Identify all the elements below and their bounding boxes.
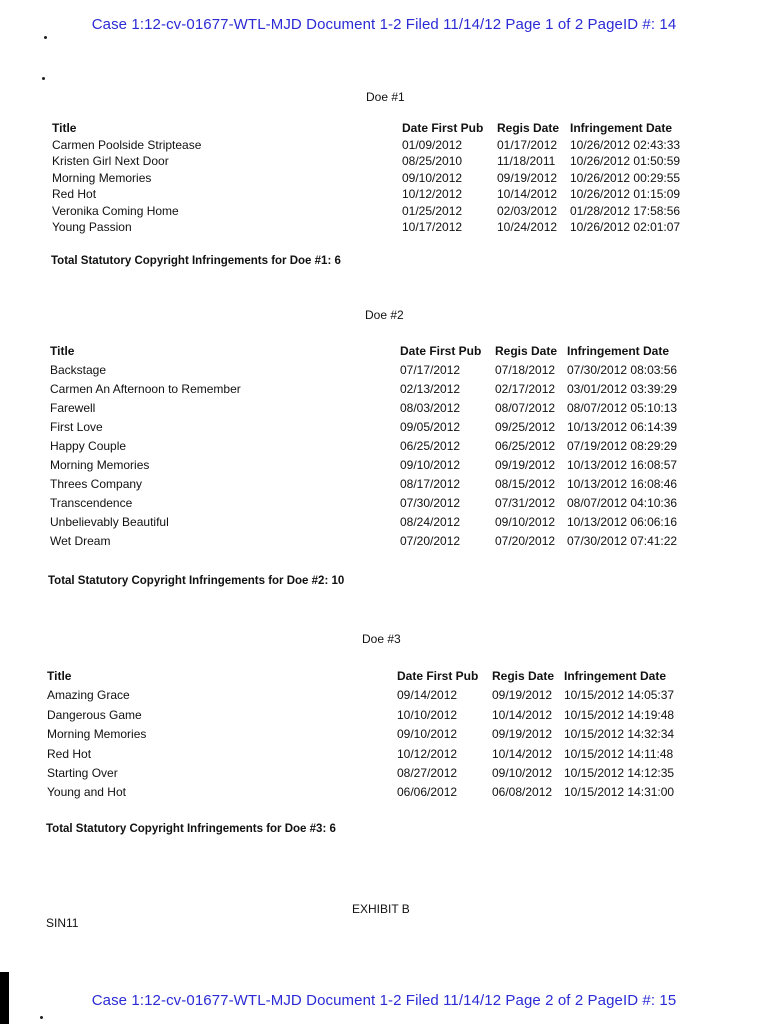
exhibit-label: EXHIBIT B (352, 902, 410, 916)
cell-first-pub: 06/25/2012 (400, 439, 461, 453)
cell-title: Starting Over (47, 765, 118, 780)
col-title-header: Title (50, 344, 75, 358)
cell-infringement: 08/07/2012 05:10:13 (567, 401, 678, 415)
doe-1-heading: Doe #1 (366, 90, 405, 104)
cell-infringement: 10/26/2012 01:50:59 (570, 154, 681, 168)
cell-title: Morning Memories (50, 458, 150, 472)
doe-2-heading: Doe #2 (365, 308, 404, 322)
doe-1-total: Total Statutory Copyright Infringements for Doe #1: 6 (51, 255, 341, 267)
cell-first-pub: 07/17/2012 (400, 363, 461, 377)
col-infringement-header: Infringement Date (564, 669, 667, 683)
cell-infringement: 01/28/2012 17:58:56 (570, 203, 681, 218)
cell-regis: 11/18/2011 (497, 154, 556, 168)
cell-infringement: 10/26/2012 01:15:09 (570, 187, 681, 201)
cell-first-pub: 08/27/2012 (397, 765, 458, 780)
cell-infringement: 07/30/2012 08:03:56 (567, 363, 678, 377)
cell-title: Farewell (50, 401, 96, 415)
cell-first-pub: 10/10/2012 (397, 707, 458, 722)
col-title-header: Title (52, 121, 77, 135)
cell-first-pub: 01/25/2012 (402, 203, 463, 218)
cell-regis: 09/19/2012 (495, 458, 556, 472)
cell-title: Red Hot (47, 746, 92, 761)
cell-first-pub: 02/13/2012 (400, 382, 461, 396)
court-header-bottom: Case 1:12-cv-01677-WTL-MJD Document 1-2 Filed 11/14/12 Page 2 of 2 PageID #: 15 (91, 992, 677, 1009)
cell-regis: 08/07/2012 (495, 401, 556, 415)
cell-infringement: 10/13/2012 16:08:46 (567, 477, 678, 491)
cell-regis: 07/31/2012 (495, 496, 556, 510)
cell-regis: 06/08/2012 (492, 785, 553, 800)
cell-title: Kristen Girl Next Door (52, 154, 169, 168)
cell-regis: 10/14/2012 (497, 187, 558, 201)
cell-title: Young Passion (52, 220, 132, 234)
cell-regis: 09/19/2012 (492, 688, 553, 703)
cell-infringement: 10/26/2012 00:29:55 (570, 170, 681, 185)
cell-regis: 10/24/2012 (497, 220, 558, 234)
cell-infringement: 10/15/2012 14:31:00 (564, 785, 675, 800)
cell-regis: 06/25/2012 (495, 439, 556, 453)
document-code: SIN11 (46, 916, 79, 930)
cell-title: Transcendence (50, 496, 133, 510)
scan-speck (40, 1016, 43, 1019)
cell-first-pub: 10/12/2012 (397, 746, 458, 761)
cell-infringement: 10/15/2012 14:11:48 (564, 746, 674, 761)
cell-title: Threes Company (50, 477, 143, 491)
cell-infringement: 10/13/2012 06:06:16 (567, 515, 678, 529)
doe-2-total: Total Statutory Copyright Infringements for Doe #2: 10 (48, 575, 345, 587)
col-regis-header: Regis Date (497, 121, 560, 135)
cell-first-pub: 09/14/2012 (397, 688, 458, 703)
cell-regis: 01/17/2012 (497, 137, 558, 152)
cell-regis: 07/20/2012 (495, 534, 556, 548)
col-infringement-header: Infringement Date (567, 344, 670, 358)
cell-regis: 09/19/2012 (497, 170, 558, 185)
cell-regis: 07/18/2012 (495, 363, 556, 377)
col-first-pub-header: Date First Pub (397, 669, 479, 683)
cell-infringement: 10/15/2012 14:19:48 (564, 707, 675, 722)
cell-first-pub: 01/09/2012 (402, 137, 463, 152)
cell-regis: 09/10/2012 (495, 515, 556, 529)
cell-title: Wet Dream (50, 534, 111, 548)
cell-first-pub: 09/10/2012 (400, 458, 461, 472)
cell-title: Young and Hot (47, 785, 126, 800)
cell-first-pub: 08/17/2012 (400, 477, 461, 491)
col-first-pub-header: Date First Pub (400, 344, 482, 358)
cell-regis: 08/15/2012 (495, 477, 556, 491)
cell-title: Morning Memories (52, 170, 152, 185)
cell-infringement: 07/30/2012 07:41:22 (567, 534, 678, 548)
cell-regis: 09/19/2012 (492, 727, 553, 742)
cell-infringement: 10/15/2012 14:05:37 (564, 688, 675, 703)
cell-first-pub: 07/30/2012 (400, 496, 461, 510)
cell-first-pub: 08/03/2012 (400, 401, 461, 415)
cell-first-pub: 08/25/2010 (402, 154, 463, 168)
cell-infringement: 10/26/2012 02:43:33 (570, 137, 681, 152)
scan-speck (42, 77, 45, 80)
cell-first-pub: 09/10/2012 (402, 170, 463, 185)
cell-title: Unbelievably Beautiful (50, 515, 169, 529)
cell-title: Morning Memories (47, 727, 147, 742)
cell-infringement: 10/15/2012 14:32:34 (564, 727, 675, 742)
cell-title: Amazing Grace (47, 688, 130, 703)
cell-title: Backstage (50, 363, 107, 377)
cell-regis: 09/10/2012 (492, 765, 553, 780)
cell-first-pub: 06/06/2012 (397, 785, 458, 800)
col-regis-header: Regis Date (492, 669, 555, 683)
cell-first-pub: 09/05/2012 (400, 420, 461, 434)
cell-regis: 09/25/2012 (495, 420, 556, 434)
cell-title: Veronika Coming Home (52, 203, 179, 218)
cell-infringement: 10/15/2012 14:12:35 (564, 765, 675, 780)
cell-title: Carmen An Afternoon to Remember (50, 382, 241, 396)
scan-speck (44, 36, 47, 39)
cell-infringement: 10/13/2012 06:14:39 (567, 420, 678, 434)
cell-regis: 10/14/2012 (492, 707, 553, 722)
cell-first-pub: 08/24/2012 (400, 515, 461, 529)
cell-first-pub: 10/17/2012 (402, 220, 463, 234)
doe-3-total: Total Statutory Copyright Infringements for Doe #3: 6 (46, 823, 336, 835)
cell-regis: 02/03/2012 (497, 203, 558, 218)
cell-first-pub: 09/10/2012 (397, 727, 458, 742)
cell-infringement: 08/07/2012 04:10:36 (567, 496, 678, 510)
doe-3-heading: Doe #3 (362, 632, 401, 646)
col-regis-header: Regis Date (495, 344, 558, 358)
cell-first-pub: 10/12/2012 (402, 187, 463, 201)
cell-infringement: 03/01/2012 03:39:29 (567, 382, 678, 396)
cell-infringement: 10/26/2012 02:01:07 (570, 220, 681, 234)
cell-title: First Love (50, 420, 103, 434)
cell-infringement: 07/19/2012 08:29:29 (567, 439, 678, 453)
cell-title: Carmen Poolside Striptease (52, 137, 202, 152)
cell-title: Red Hot (52, 187, 97, 201)
cell-title: Dangerous Game (47, 707, 142, 722)
col-title-header: Title (47, 669, 72, 683)
col-first-pub-header: Date First Pub (402, 121, 484, 135)
court-header-top: Case 1:12-cv-01677-WTL-MJD Document 1-2 Filed 11/14/12 Page 1 of 2 PageID #: 14 (91, 16, 677, 33)
cell-regis: 10/14/2012 (492, 746, 553, 761)
col-infringement-header: Infringement Date (570, 121, 673, 135)
cell-title: Happy Couple (50, 439, 127, 453)
cell-first-pub: 07/20/2012 (400, 534, 461, 548)
cell-infringement: 10/13/2012 16:08:57 (567, 458, 678, 472)
cell-regis: 02/17/2012 (495, 382, 556, 396)
